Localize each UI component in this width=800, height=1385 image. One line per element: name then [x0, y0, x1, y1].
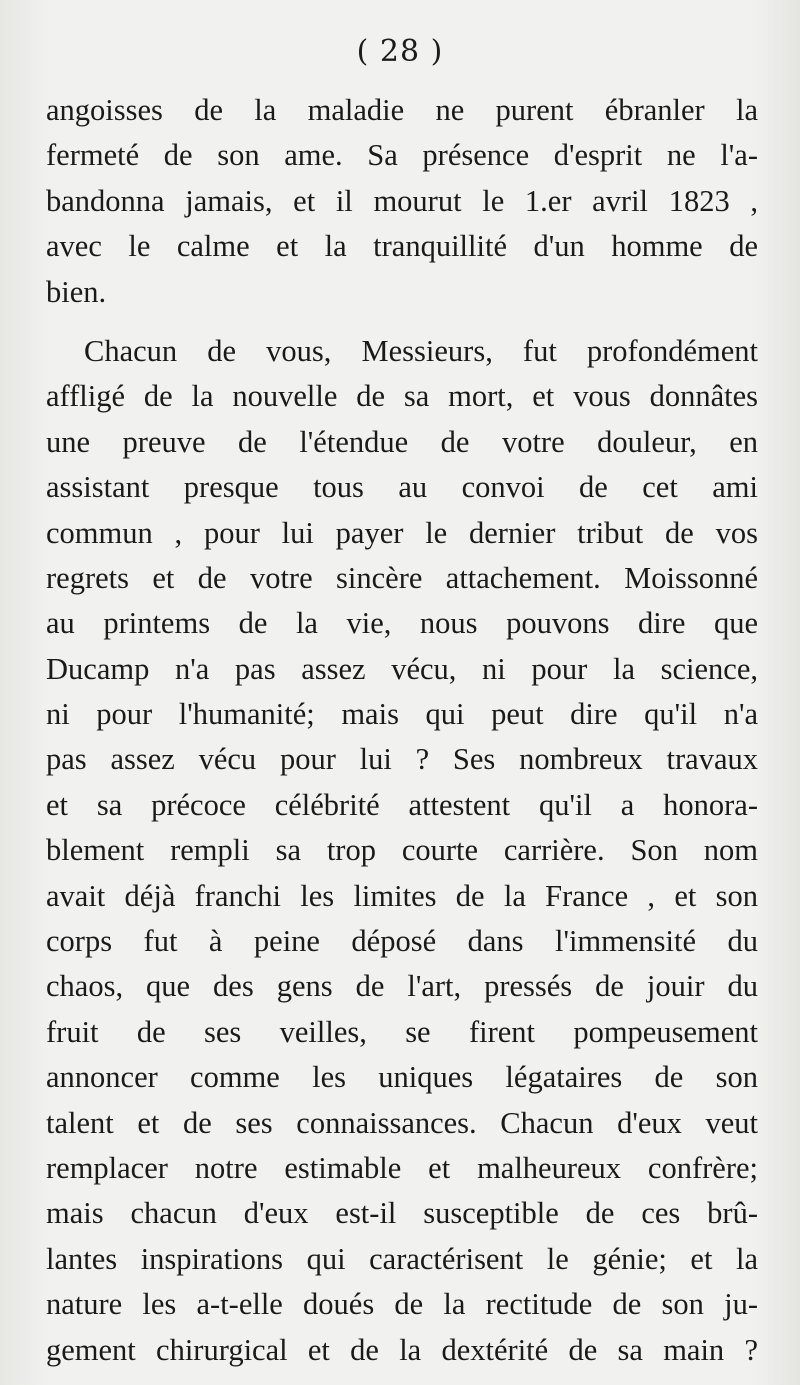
text-line: mais chacun d'eux est-il susceptible de ces brû-	[46, 1196, 758, 1231]
text-line: nature les a-t-elle doués de la rectitude de son ju-	[46, 1287, 758, 1322]
text-line: corps fut à peine déposé dans l'immensité du	[46, 924, 758, 959]
text-line: commun , pour lui payer le dernier tribut de vos	[46, 515, 758, 550]
text-line: Chacun de vous, Messieurs, fut profondément	[84, 333, 758, 368]
text-line: ni pour l'humanité; mais qui peut dire qu'il n'a	[46, 697, 758, 732]
text-line: avait déjà franchi les limites de la France , et son	[46, 878, 758, 913]
text-line: Ducamp n'a pas assez vécu, ni pour la science,	[46, 651, 758, 686]
body-text	[46, 88, 758, 1373]
text-line: fermeté de son ame. Sa présence d'esprit ne l'a-	[46, 138, 758, 173]
text-line: avec le calme et la tranquillité d'un homme de	[46, 229, 758, 264]
text-line: une preuve de l'étendue de votre douleur, en	[46, 424, 758, 459]
paragraph-1	[46, 88, 758, 315]
text-line: au printems de la vie, nous pouvons dire que	[46, 606, 758, 641]
text-line: lantes inspirations qui caractérisent le génie; et la	[46, 1241, 758, 1276]
text-line: remplacer notre estimable et malheureux confrère;	[46, 1150, 758, 1185]
text-line: blement rempli sa trop courte carrière. Son nom	[46, 833, 758, 868]
text-line: affligé de la nouvelle de sa mort, et vous donnâtes	[46, 379, 758, 414]
page-number: ( 28 )	[356, 34, 444, 69]
text-line: assistant presque tous au convoi de cet ami	[46, 470, 758, 505]
text-line: gement chirurgical et de la dextérité de sa main ?	[46, 1332, 758, 1367]
paragraph-2	[46, 329, 758, 1373]
text-line: pas assez vécu pour lui ? Ses nombreux travaux	[46, 742, 758, 777]
text-line: fruit de ses veilles, se firent pompeusement	[46, 1014, 758, 1049]
text-line: regrets et de votre sincère attachement. Moissonné	[46, 560, 758, 595]
text-line: bandonna jamais, et il mourut le 1.er avril 1823 ,	[46, 183, 758, 218]
text-line: chaos, que des gens de l'art, pressés de jouir du	[46, 969, 758, 1004]
text-line: bien.	[46, 274, 107, 309]
text-line: angoisses de la maladie ne purent ébranler la	[46, 93, 758, 127]
text-line: et sa précoce célébrité attestent qu'il a honora-	[46, 787, 758, 822]
text-line: annoncer comme les uniques légataires de son	[46, 1060, 758, 1095]
text-line: talent et de ses connaissances. Chacun d'eux veut	[46, 1105, 758, 1140]
paragraph-gap	[46, 315, 758, 329]
